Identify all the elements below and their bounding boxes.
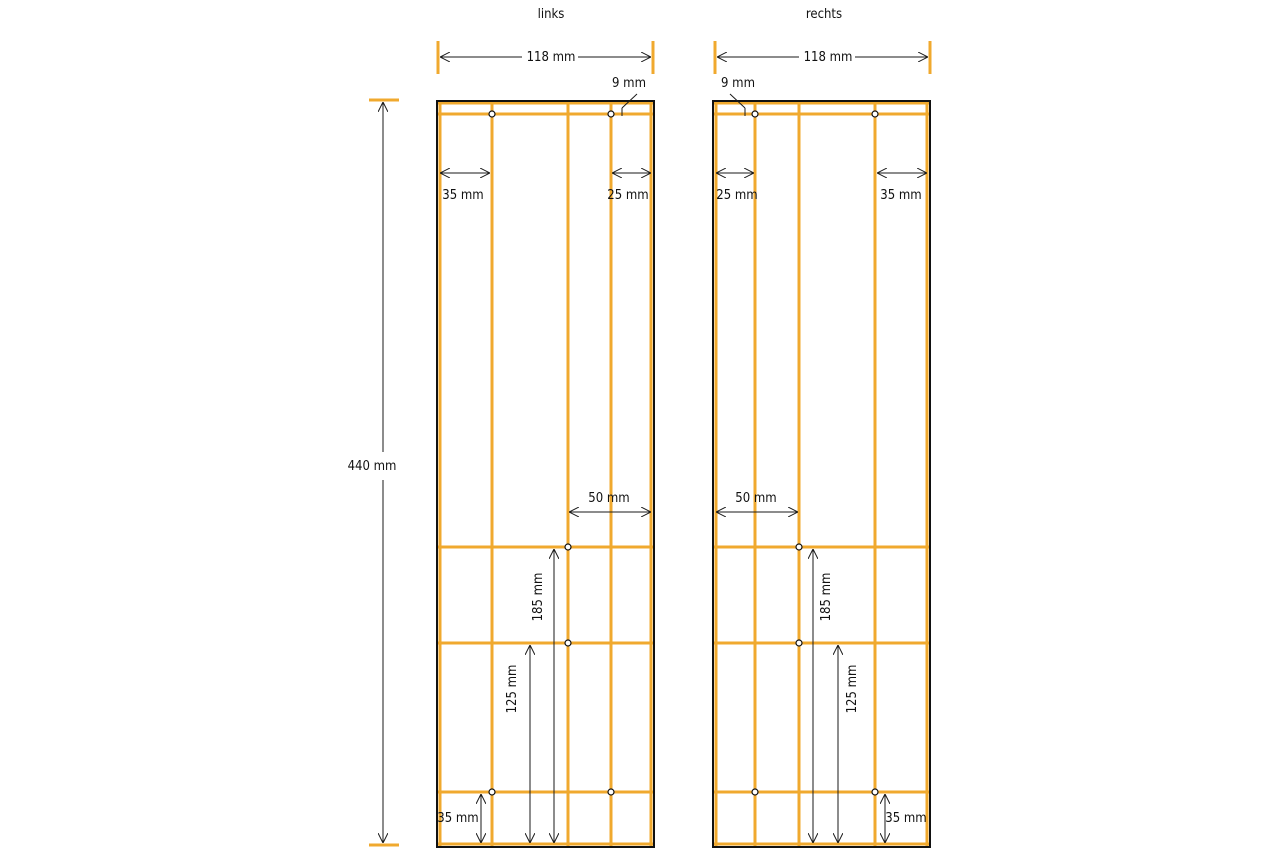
height-dimension xyxy=(348,100,399,845)
right-panel-title: rechts xyxy=(805,7,843,22)
right-25-label: 25 mm xyxy=(716,188,758,203)
right-panel xyxy=(713,41,930,847)
left-top-offset-dimension xyxy=(612,76,646,116)
left-25-label: 25 mm xyxy=(607,188,649,203)
left-top-offset-label: 9 mm xyxy=(612,76,646,91)
right-50-label: 50 mm xyxy=(735,491,777,506)
drill-hole xyxy=(752,789,758,795)
right-top-offset-dimension xyxy=(721,76,755,116)
drill-hole xyxy=(489,111,495,117)
drill-hole xyxy=(489,789,495,795)
left-guide-lines xyxy=(438,102,653,846)
right-bottom-35-label: 35 mm xyxy=(885,811,927,826)
drill-hole xyxy=(608,111,614,117)
drill-hole xyxy=(872,789,878,795)
left-panel-title: links xyxy=(537,7,565,22)
right-width-label: 118 mm xyxy=(803,50,853,65)
drill-hole xyxy=(565,640,571,646)
right-width-dimension xyxy=(715,41,930,74)
left-width-label: 118 mm xyxy=(526,50,576,65)
right-guide-lines xyxy=(714,102,929,846)
right-board-outline xyxy=(713,101,930,847)
left-width-dimension xyxy=(438,41,653,74)
left-35-label: 35 mm xyxy=(442,188,484,203)
left-50-label: 50 mm xyxy=(588,491,630,506)
left-panel xyxy=(437,41,654,847)
drill-hole xyxy=(565,544,571,550)
left-board-outline xyxy=(437,101,654,847)
left-bottom-35-label: 35 mm xyxy=(437,811,479,826)
right-top-offset-label: 9 mm xyxy=(721,76,755,91)
drill-hole xyxy=(796,640,802,646)
drill-hole xyxy=(796,544,802,550)
drill-hole xyxy=(872,111,878,117)
drill-hole xyxy=(608,789,614,795)
left-185-label: 185 mm xyxy=(531,572,546,622)
left-125-label: 125 mm xyxy=(505,664,520,714)
drill-hole xyxy=(752,111,758,117)
height-label: 440 mm xyxy=(347,459,397,474)
right-125-label: 125 mm xyxy=(845,664,860,714)
right-35-label: 35 mm xyxy=(880,188,922,203)
right-185-label: 185 mm xyxy=(819,572,834,622)
